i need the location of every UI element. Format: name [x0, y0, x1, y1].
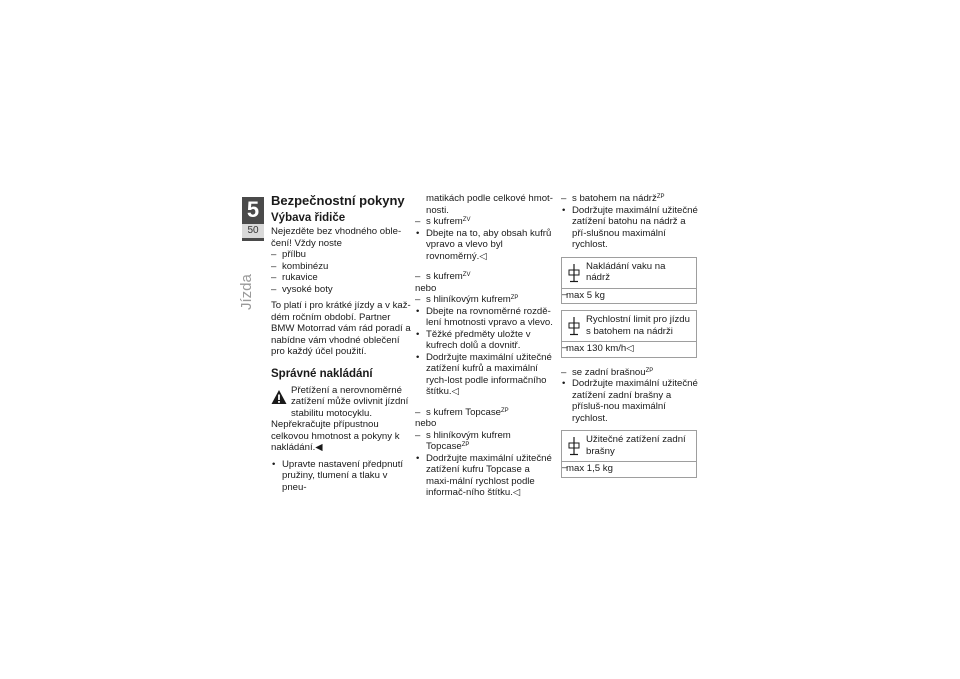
bullet-item: • Dbejte na rovnoměrné rozdě-lení hmotnosti vpravo a vlevo.	[415, 306, 555, 329]
spec-box	[561, 430, 697, 478]
gear-intro: Nejezděte bez vhodného oble-čení! Vždy noste	[271, 226, 402, 249]
case-option: – se zadní brašnou$^{ZP}$	[561, 367, 701, 379]
case-option: – s kufrem$^{ZV}$	[415, 271, 555, 283]
case-option: – s hliníkovým kufrem$^{ZP}$	[415, 294, 555, 306]
gauge-icon	[568, 263, 580, 283]
spec-value: – max 130 km/h◁	[562, 341, 696, 357]
case-option: – s kufrem$^{ZV}$	[415, 216, 555, 228]
loading-heading: Správné nakládání	[271, 367, 373, 380]
spec-box	[561, 310, 697, 358]
bullet-item: • Dodržujte maximální užitečné zatížení kufru Topcase a maxi-mální rychlost podle informač-ního štítku.◁	[415, 453, 555, 499]
column-2	[415, 193, 555, 499]
warning-continuation: Nepřekračujte přípustnou celkovou hmotnost a pokyny k nakládání.◀	[271, 419, 400, 453]
bullet-item: • Těžké předměty uložte v kufrech dolů a dovnitř.	[415, 329, 555, 352]
gear-item: – vysoké boty	[271, 284, 411, 296]
gear-heading: Výbava řidiče	[271, 212, 346, 224]
bullet-item: • Upravte nastavení předpnutí pružiny, tlumení a tlaku v pneu-	[271, 459, 411, 494]
bullet-item: • Dodržujte maximální užitečné zatížení zadní brašny a přísluš-nou maximální rychlost.	[561, 378, 701, 424]
case-option: – s kufrem Topcase$^{ZP}$	[415, 407, 555, 419]
spec-label: Užitečné zatížení zadní brašny	[586, 434, 686, 457]
gauge-icon	[568, 316, 580, 336]
spec-value: – max 5 kg	[562, 288, 696, 304]
gauge-icon	[568, 436, 580, 456]
bullet-item: • Dodržujte maximální užitečné zatížení batohu na nádrž a pří-slušnou maximální rychlost.	[561, 205, 701, 251]
continued-text: matikách podle celkové hmot-nosti.	[426, 193, 553, 216]
warning-icon	[271, 389, 287, 405]
section-title: Bezpečnostní pokyny	[271, 193, 405, 208]
spec-box	[561, 257, 697, 305]
warning-text: Přetížení a nerovnoměrné zatížení může ovlivnit jízdní stabilitu motocyklu.	[291, 384, 409, 419]
spec-label: Rychlostní limit pro jízdu s batohem na nádrži	[586, 314, 690, 337]
chapter-tab	[242, 197, 264, 241]
case-option: – s batohem na nádrž$^{ZP}$	[561, 193, 701, 205]
bullet-item: • Dbejte na to, aby obsah kufrů vpravo a vlevo byl rovnoměrný.◁	[415, 228, 555, 263]
gear-item: – rukavice	[271, 272, 411, 284]
or-text: nebo	[415, 282, 437, 294]
spec-label: Nakládání vaku na nádrž	[586, 260, 666, 283]
bullet-item: • Dodržujte maximální užitečné zatížení kufrů a maximální rych-lost podle informačního štítku.◁	[415, 352, 555, 398]
column-1	[271, 193, 411, 493]
warning-block	[271, 385, 411, 420]
gear-item: – přílbu	[271, 249, 411, 261]
page-number: 50	[242, 224, 264, 238]
case-option: – s hliníkovým kufrem Topcase$^{ZP}$	[415, 430, 555, 453]
gear-paragraph: To platí i pro krátké jízdy a v kaž-dém ročním období. Partner BMW Motorrad vám rád poradí a nabídne vám vhodné oblečení pro každý účel použití.	[271, 300, 411, 357]
chapter-side-label: Jízda	[238, 274, 255, 310]
or-text: nebo	[415, 418, 437, 429]
gear-item: – kombinézu	[271, 261, 411, 273]
chapter-number: 5	[246, 197, 260, 222]
spec-value: – max 1,5 kg	[562, 461, 696, 477]
column-3	[561, 193, 701, 478]
